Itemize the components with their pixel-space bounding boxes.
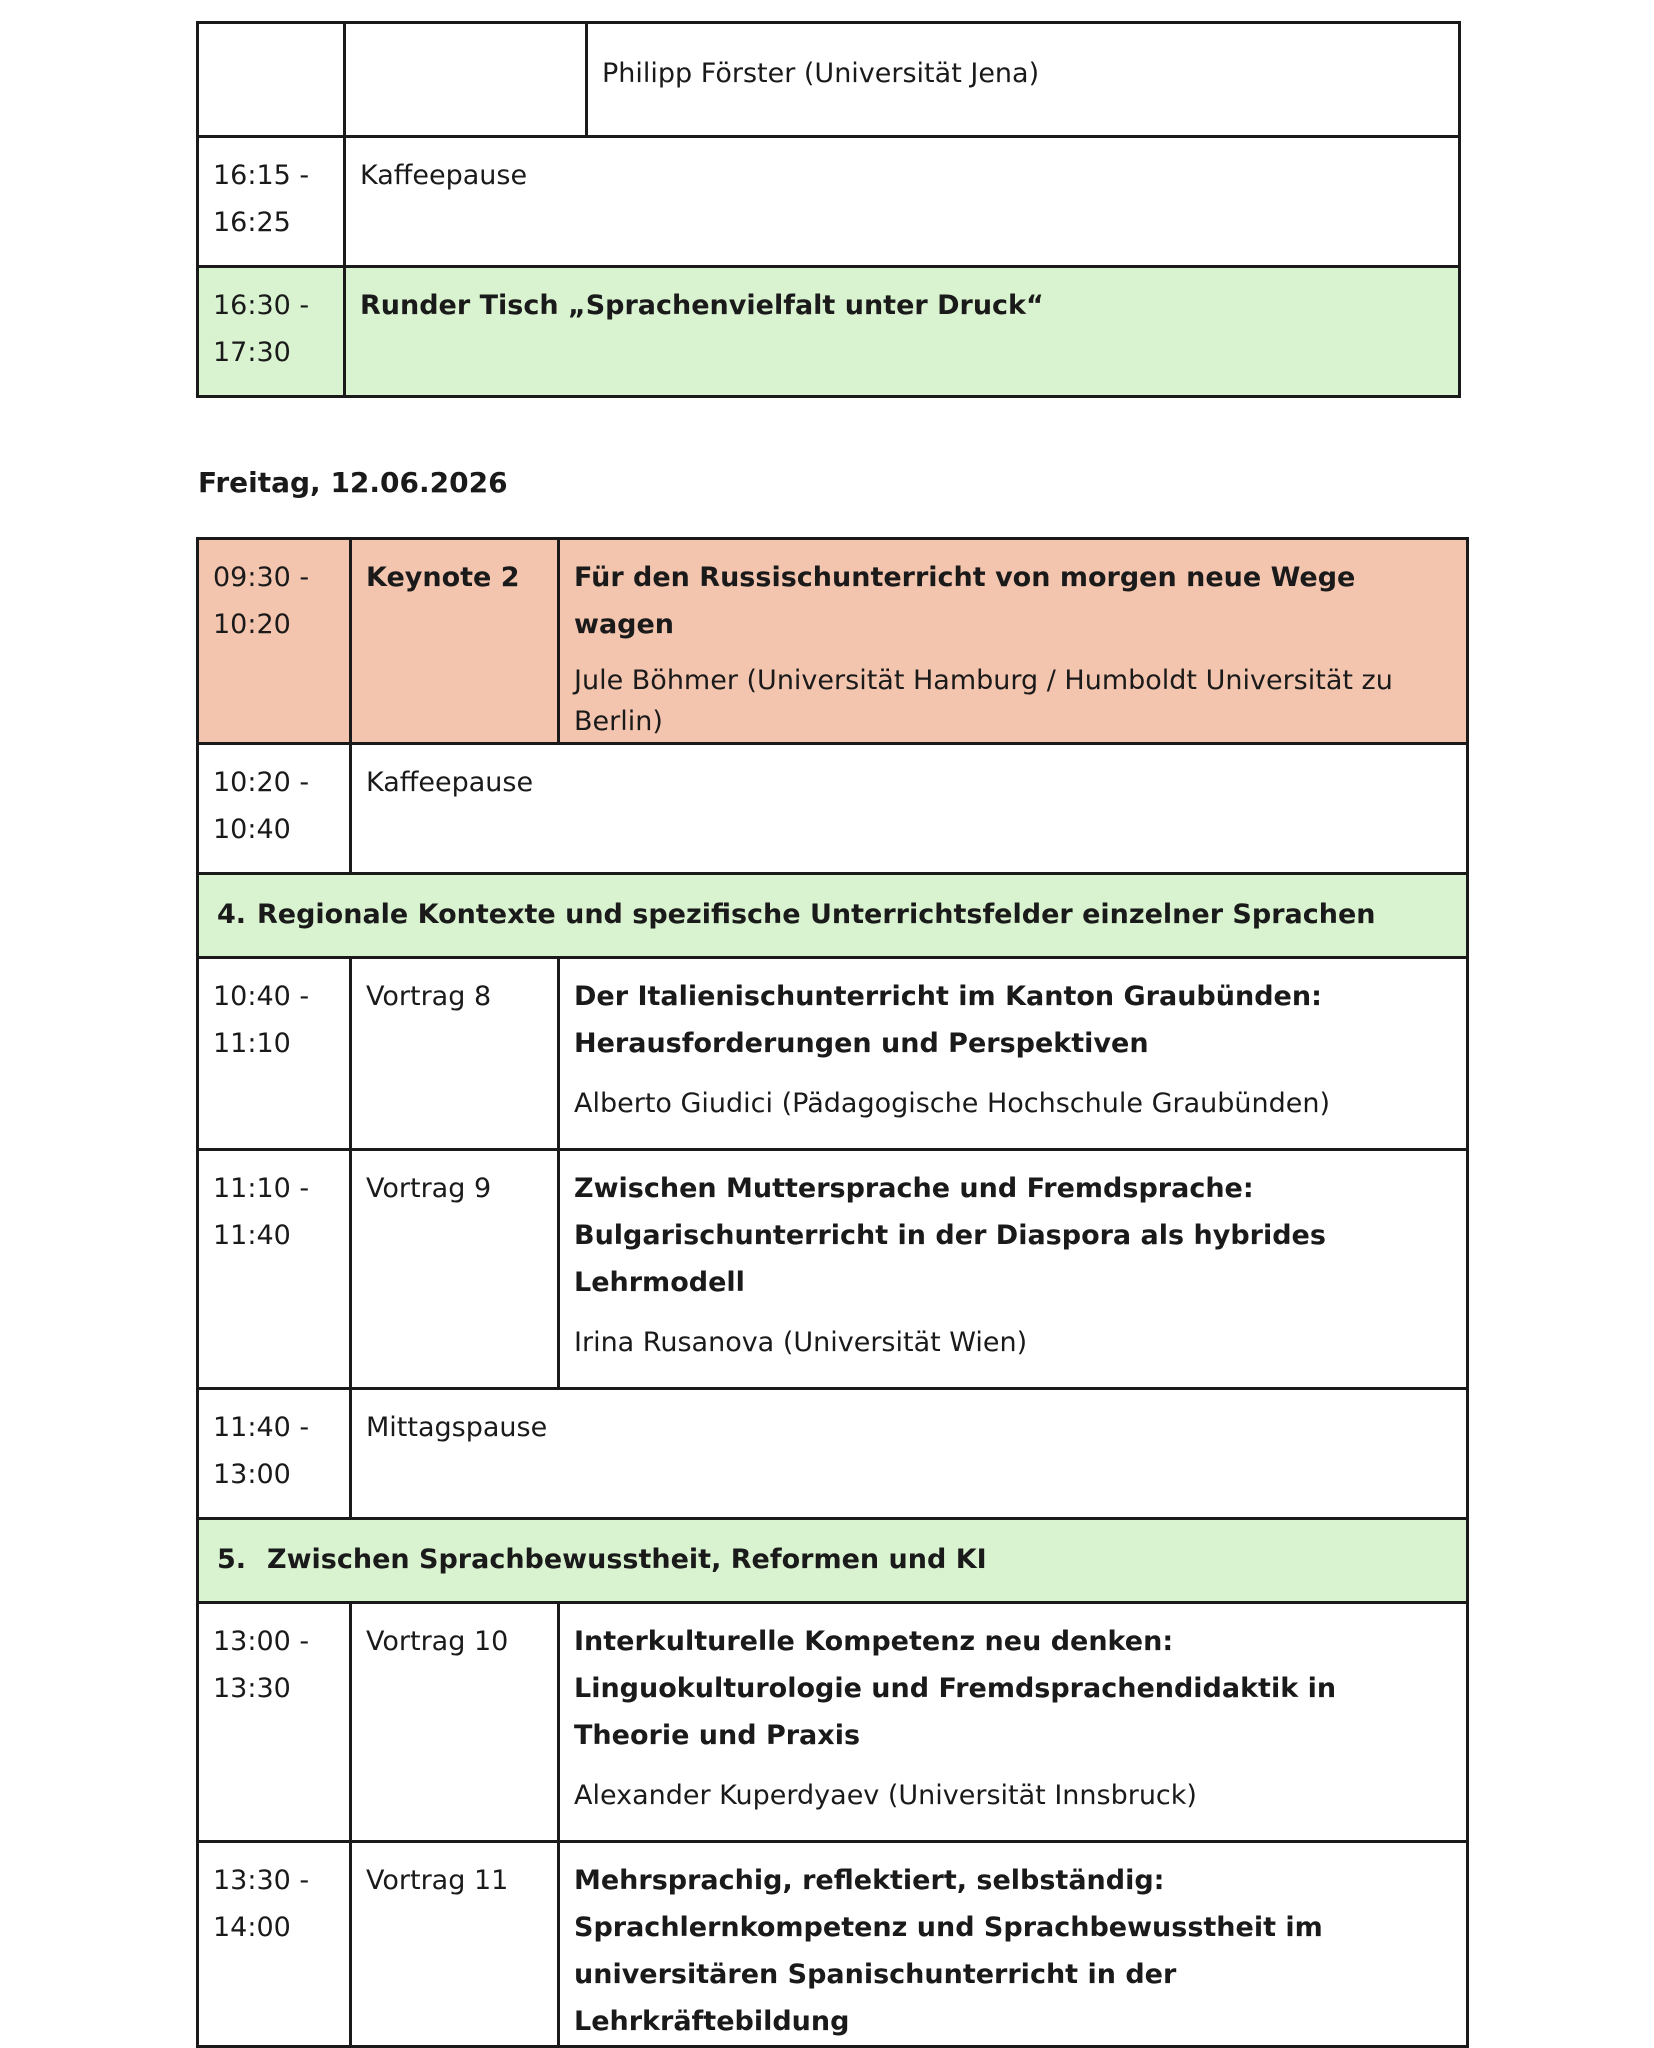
time-end: 17:30: [213, 337, 291, 368]
table-row: [198, 1842, 1468, 2047]
time-cell: [198, 744, 351, 874]
speaker-text: Irina Rusanova (Universität Wien): [574, 1327, 1028, 1358]
time-cell: [198, 539, 351, 744]
time-cell: [198, 1389, 351, 1519]
break-cell: [345, 137, 1460, 267]
content-cell: [559, 1603, 1468, 1842]
time-start: 16:15 -: [213, 160, 310, 191]
roundtable-cell: [345, 267, 1460, 397]
time-start: 10:40 -: [213, 981, 310, 1012]
time-end: 13:30: [213, 1673, 291, 1704]
time-cell: [198, 23, 345, 137]
type-cell: [351, 1842, 559, 2047]
section-title: Regionale Kontexte und spezifische Unterrichtsfelder einzelner Sprachen: [257, 899, 1376, 930]
section-number: 5.: [217, 1544, 247, 1575]
table-row: [198, 137, 1460, 267]
time-end: 13:00: [213, 1459, 291, 1490]
break-label: Mittagspause: [366, 1412, 548, 1443]
type-cell: [351, 958, 559, 1150]
session-type: Vortrag 8: [366, 981, 492, 1012]
schedule-table-friday: [196, 537, 1469, 2048]
talk-title: Zwischen Muttersprache und Fremdsprache: Bulgarischunterricht in der Diaspora als hybrides Lehrmodell: [574, 1173, 1326, 1298]
break-label: Kaffeepause: [366, 767, 534, 798]
content-cell: [559, 1150, 1468, 1389]
type-cell: [345, 23, 587, 137]
type-cell: [351, 1603, 559, 1842]
time-start: 13:00 -: [213, 1626, 310, 1657]
table-row: [198, 958, 1468, 1150]
speaker-text: Philipp Förster (Universität Jena): [602, 58, 1040, 89]
table-row: [198, 1150, 1468, 1389]
break-label: Kaffeepause: [360, 160, 528, 191]
day-heading: Freitag, 12.06.2026: [198, 466, 508, 499]
table-row: [198, 744, 1468, 874]
session-type: Vortrag 11: [366, 1865, 509, 1896]
talk-title: Mehrsprachig, reflektiert, selbständig: Sprachlernkompetenz und Sprachbewusstheit im universitären Spanischunterricht in der Lehrkräftebildung: [574, 1865, 1323, 2037]
section-heading: [198, 874, 1468, 958]
session-type: Keynote 2: [366, 562, 520, 593]
section-number: 4.: [217, 899, 247, 930]
time-start: 16:30 -: [213, 290, 310, 321]
break-cell: [351, 1389, 1468, 1519]
break-cell: [351, 744, 1468, 874]
time-cell: [198, 1603, 351, 1842]
time-cell: [198, 958, 351, 1150]
time-end: 10:20: [213, 609, 291, 640]
table-row: [198, 1603, 1468, 1842]
time-cell: [198, 1150, 351, 1389]
time-start: 10:20 -: [213, 767, 310, 798]
speaker-text: Alberto Giudici (Pädagogische Hochschule Graubünden): [574, 1088, 1331, 1119]
speaker-text: Alexander Kuperdyaev (Universität Innsbruck): [574, 1780, 1197, 1811]
table-row: [198, 23, 1460, 137]
time-start: 11:10 -: [213, 1173, 310, 1204]
time-end: 11:10: [213, 1028, 291, 1059]
type-cell: [351, 539, 559, 744]
schedule-table-thursday-end: [196, 21, 1461, 398]
table-row: [198, 1389, 1468, 1519]
table-row-keynote: [198, 539, 1468, 744]
section-title: Zwischen Sprachbewusstheit, Reformen und KI: [267, 1544, 987, 1575]
time-end: 16:25: [213, 207, 291, 238]
section-row: [198, 874, 1468, 958]
time-end: 11:40: [213, 1220, 291, 1251]
content-cell: [559, 539, 1468, 744]
content-cell: [559, 958, 1468, 1150]
time-start: 11:40 -: [213, 1412, 310, 1443]
time-end: 14:00: [213, 1912, 291, 1943]
table-row-roundtable: [198, 267, 1460, 397]
time-cell: [198, 137, 345, 267]
talk-title: Für den Russischunterricht von morgen neue Wege wagen: [574, 562, 1356, 640]
time-start: 09:30 -: [213, 562, 310, 593]
type-cell: [351, 1150, 559, 1389]
roundtable-title: Runder Tisch „Sprachenvielfalt unter Druck“: [360, 290, 1044, 321]
section-heading: [198, 1519, 1468, 1603]
session-type: Vortrag 9: [366, 1173, 492, 1204]
time-cell: [198, 267, 345, 397]
time-end: 10:40: [213, 814, 291, 845]
time-cell: [198, 1842, 351, 2047]
talk-title: Interkulturelle Kompetenz neu denken: Linguokulturologie und Fremdsprachendidaktik in Theorie und Praxis: [574, 1626, 1337, 1751]
speaker-cell: [587, 23, 1460, 137]
speaker-text: Jule Böhmer (Universität Hamburg / Humboldt Universität zu Berlin): [574, 665, 1393, 737]
content-cell: [559, 1842, 1468, 2047]
talk-title: Der Italienischunterricht im Kanton Graubünden: Herausforderungen und Perspektiven: [574, 981, 1322, 1059]
section-row: [198, 1519, 1468, 1603]
time-start: 13:30 -: [213, 1865, 310, 1896]
session-type: Vortrag 10: [366, 1626, 509, 1657]
